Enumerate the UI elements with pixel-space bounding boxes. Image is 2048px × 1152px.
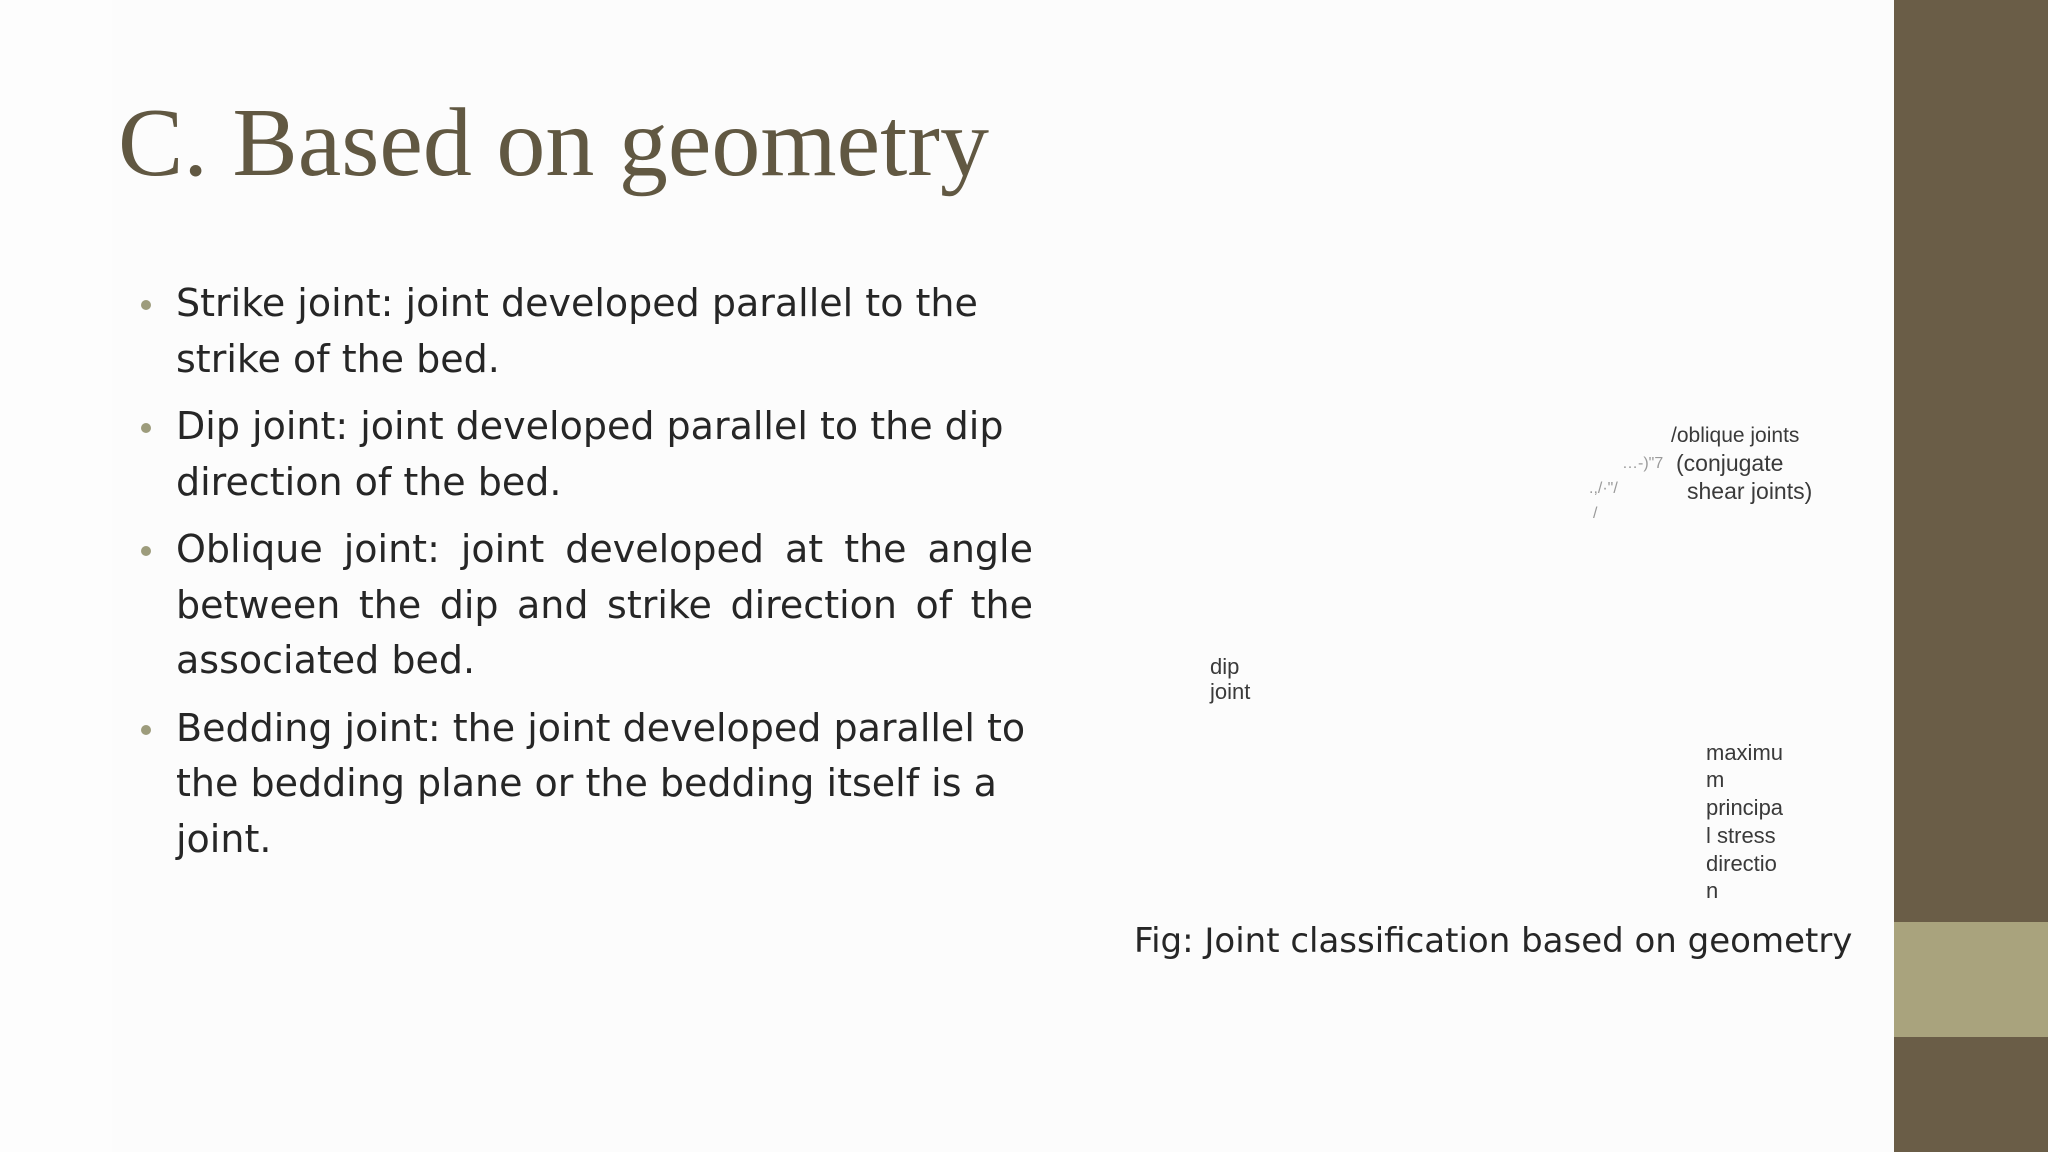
stress-label-line5: directio (1706, 851, 1777, 876)
bullet-text: Dip joint: joint developed parallel to the dip direction of the bed. (176, 404, 1004, 504)
stress-label-line2: m (1706, 767, 1725, 792)
dip-label-line2: joint (1210, 679, 1251, 704)
stress-label-line3: principa (1706, 795, 1784, 820)
slide-title: C. Based on geometry (118, 89, 989, 197)
faint-sketch-mark: .,/·"/ (1589, 480, 1618, 497)
bullet-item-bedding-joint (133, 701, 1033, 868)
bullet-list (133, 276, 1033, 879)
stress-label-line4: l stress (1706, 823, 1776, 848)
faint-sketch-mark: …-)"7 (1622, 455, 1664, 472)
stress-label-line1: maximu (1706, 740, 1784, 765)
oblique-label-line3: shear joints) (1687, 478, 1813, 504)
oblique-label-line2: (conjugate (1676, 450, 1784, 476)
dip-label-line1: dip (1210, 654, 1240, 679)
bullet-text: Oblique joint: joint developed at the angle between the dip and strike direction of the associated bed. (176, 527, 1033, 682)
bullet-item-dip-joint (133, 399, 1033, 510)
bullet-dot-icon (141, 423, 151, 433)
bullet-dot-icon (141, 725, 151, 735)
bullet-text: Bedding joint: the joint developed parallel to the bedding plane or the bedding itself is a joint. (176, 705, 1026, 861)
sidebar-accent-block (1894, 922, 2048, 1037)
bullet-item-oblique-joint (133, 522, 1033, 689)
bullet-dot-icon (141, 546, 151, 556)
stress-label-line6: n (1706, 878, 1719, 903)
bullet-dot-icon (141, 300, 151, 310)
figure-caption: Fig: Joint classification based on geometry (1134, 921, 1853, 961)
bullet-text: Strike joint: joint developed parallel to the strike of the bed. (176, 281, 978, 381)
oblique-label-line1: /oblique joints (1671, 424, 1800, 447)
bullet-item-strike-joint (133, 276, 1033, 387)
faint-sketch-mark: / (1593, 505, 1598, 522)
